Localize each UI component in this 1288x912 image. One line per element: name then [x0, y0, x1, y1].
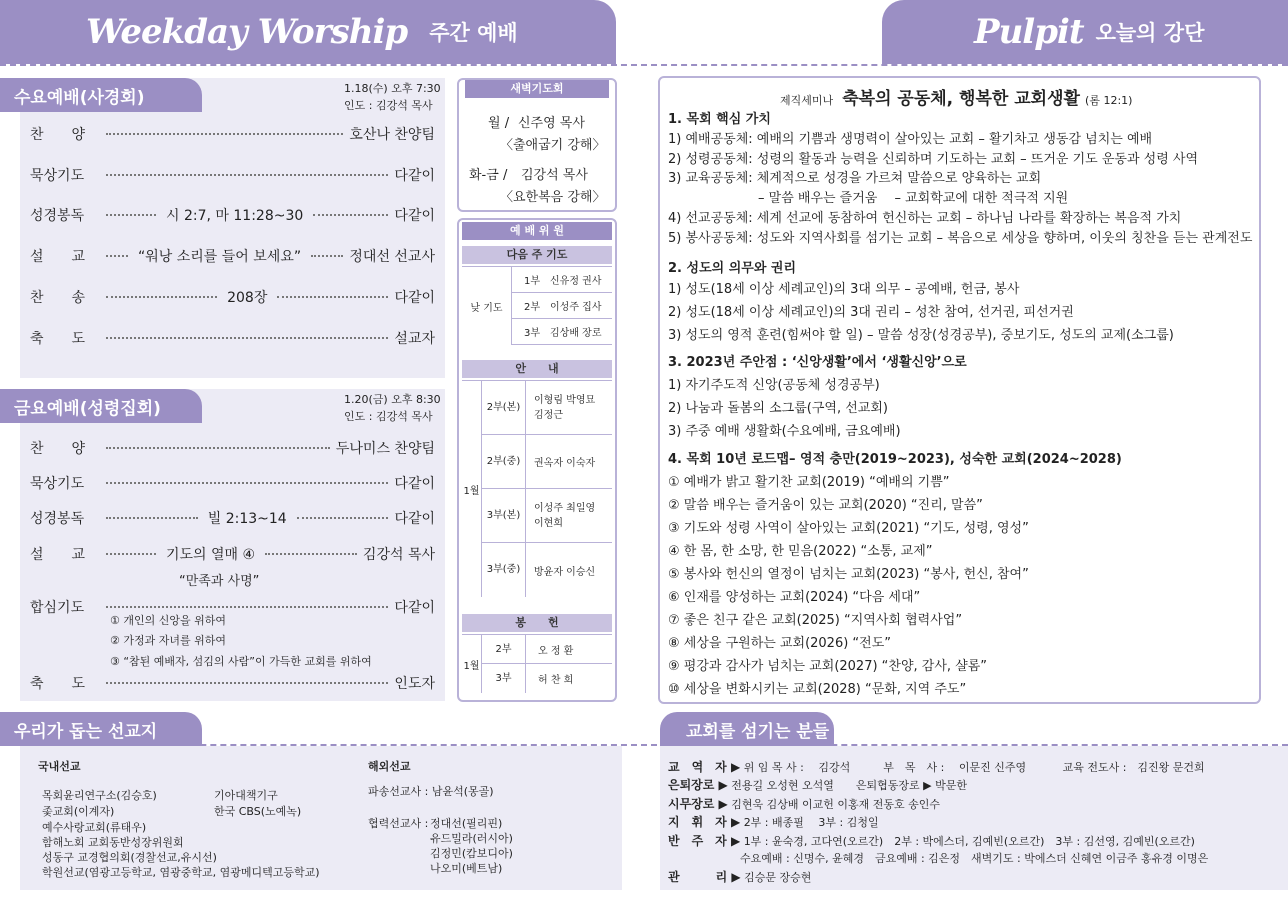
- order-row: [30, 671, 435, 695]
- dawn-tf-label: 화-금 /: [469, 168, 508, 183]
- section-item: 1) 예배공동체: 예배의 기쁨과 생명력이 살아있는 교회 – 활기차고 생동감 넘치는 예배: [668, 132, 1153, 147]
- leader-dots: [106, 682, 388, 684]
- order-row: [30, 122, 435, 146]
- order-row: [30, 244, 435, 268]
- order-label: 찬 송: [30, 290, 86, 306]
- person-name: 방윤자 이승신: [534, 566, 596, 578]
- section-item: ① 예배가 밝고 활기찬 교회(2019) “예배의 기쁨”: [668, 475, 950, 490]
- domestic-item: 성동구 교경협의회(경찰선교,유시선): [42, 851, 217, 864]
- order-label: 묵상기도: [30, 476, 85, 492]
- order-label: 묵상기도: [30, 168, 85, 184]
- order-row: [30, 326, 435, 350]
- leader-dots: [106, 553, 156, 555]
- offering-title: 봉 헌: [462, 614, 612, 632]
- weekday-worship-title: Weekday Worship: [86, 12, 408, 52]
- order-label: 설 교: [30, 249, 86, 265]
- staff-tab: 교회를 섬기는 분들: [660, 712, 834, 746]
- domestic-title: 국내선교: [38, 760, 81, 773]
- missions-tab: 우리가 돕는 선교지: [0, 712, 202, 746]
- section-item: ⑨ 평강과 감사가 넘치는 교회(2027) “찬양, 감사, 샬롬”: [668, 659, 988, 674]
- staff-names: 김승문 장승현: [744, 871, 812, 884]
- prayer-item: ③ “참된 예배자, 섬김의 사람”이 가득한 교회를 위하여: [110, 655, 372, 668]
- order-leader: 설교자: [394, 331, 435, 347]
- person-name: 이형림 박영묘: [534, 394, 596, 406]
- dawn-mon-book: 〈출애굽기 강해〉: [500, 138, 606, 153]
- order-detail: 208장: [227, 290, 268, 306]
- staff-names: 수요예배 : 신명수, 윤혜경 금요예배 : 김은정 새벽기도 : 박에스더 신혜연 이금주 홍유경 이명은: [740, 852, 1209, 865]
- coop-missionary: 나오미(베트남): [430, 862, 503, 875]
- table-row: [482, 381, 612, 435]
- table-row: [482, 489, 612, 543]
- part-label: 3부: [523, 328, 541, 339]
- coop-missionary: 정대선(필리핀): [430, 817, 503, 830]
- order-row: [30, 471, 435, 495]
- order-leader: 다같이: [394, 511, 436, 527]
- leader-dots: [106, 296, 217, 298]
- order-label: 설 교: [30, 547, 86, 563]
- pulpit-banner: [882, 0, 1288, 64]
- leader-dots: [106, 174, 388, 176]
- leader-dots: [313, 214, 388, 216]
- person-name: 김상배 장로: [550, 328, 602, 339]
- staff-role: 관 리 ▶: [668, 870, 741, 884]
- person-name: 김정근: [534, 409, 563, 421]
- domestic-item: 예수사랑교회(류태우): [42, 821, 147, 834]
- order-leader: 다같이: [394, 208, 435, 224]
- order-leader: 김강석 목사: [362, 547, 435, 563]
- order-label: 합심기도: [30, 600, 85, 616]
- order-leader: 다같이: [394, 290, 436, 306]
- part-label: 2부(중): [482, 435, 526, 489]
- leader-dots: [106, 255, 128, 257]
- domestic-item: 학원선교(염광고등학교, 염광중학교, 염광메디텍고등학교): [42, 866, 320, 879]
- staff-names: 2부 : 배종필 3부 : 김청일: [743, 816, 879, 829]
- person-name: 이현희: [534, 517, 563, 529]
- person-name: 권옥자 이숙자: [534, 458, 596, 469]
- order-detail: 시 2:7, 마 11:28~30: [166, 208, 304, 224]
- domestic-item: 좇교회(이계자): [42, 805, 115, 818]
- table-row: [482, 435, 612, 489]
- leader-dots: [265, 553, 357, 555]
- guide-title: 안 내: [462, 360, 612, 378]
- section-item: 1) 성도(18세 이상 세례교인)의 3대 의무 – 공예배, 헌금, 봉사: [668, 282, 1020, 297]
- sermon-reference: (롬 12:1): [1085, 94, 1133, 107]
- leader-dots: [106, 517, 198, 519]
- wednesday-tab: 수요예배(사경회): [0, 78, 202, 112]
- noon-prayer-label: 낮 기도: [462, 267, 512, 345]
- staff-row: [668, 795, 940, 812]
- staff-row: [668, 758, 1205, 775]
- order-row: [30, 203, 435, 227]
- leader-dots: [106, 606, 388, 608]
- section-item: ⑦ 좋은 친구 같은 교회(2025) “지역사회 협력사업”: [668, 613, 963, 628]
- section-item: 3) 주중 예배 생활화(수요예배, 금요예배): [668, 424, 901, 439]
- table-row: [482, 543, 612, 597]
- header-divider: [0, 64, 1288, 66]
- coop-label: 협력선교사 :: [368, 817, 429, 830]
- offering-month: 1월: [462, 635, 482, 693]
- order-leader: 호산나 찬양팀: [349, 127, 435, 143]
- next-week-prayer-title: 다음 주 기도: [462, 246, 612, 264]
- coop-missionary: 유드밀라(러시아): [430, 832, 513, 845]
- staff-names: 김현욱 김상배 이교헌 이홍재 전동호 송인수: [731, 798, 941, 811]
- pulpit-title: Pulpit: [974, 12, 1084, 52]
- section-heading: 4. 목회 10년 로드맵– 영적 충만(2019~2023), 성숙한 교회(2024~2028): [668, 452, 1122, 467]
- section-item: ⑤ 봉사와 헌신의 열정이 넘치는 교회(2023) “봉사, 헌신, 참여”: [668, 567, 1029, 582]
- friday-date: 1.20(금) 오후 8:30: [344, 393, 441, 406]
- domestic-item: 함해노회 교회동반성장위원회: [42, 836, 184, 849]
- order-label: 찬 양: [30, 127, 86, 143]
- wednesday-leader: 인도 : 김강석 목사: [344, 99, 433, 112]
- committee-title: 예 배 위 원: [462, 222, 612, 240]
- section-heading: 1. 목회 핵심 가치: [668, 112, 771, 127]
- staff-role: 시무장로 ▶: [668, 797, 728, 811]
- sermon-prefix: 제직세미나: [780, 94, 834, 107]
- offering-table: [462, 634, 612, 692]
- staff-row: [668, 776, 967, 793]
- order-row: [30, 436, 435, 460]
- leader-dots: [106, 337, 388, 339]
- section-item: 1) 자기주도적 신앙(공동체 성경공부): [668, 378, 880, 393]
- order-detail: 빌 2:13~14: [207, 511, 287, 527]
- order-row: [30, 595, 435, 619]
- section-heading: 3. 2023년 주안점 : ‘신앙생활’에서 ‘생활신앙’으로: [668, 355, 967, 370]
- order-detail: “워낭 소리를 들어 보세요”: [138, 249, 302, 265]
- section-item: – 말씀 배우는 즐거움 – 교회학교에 대한 적극적 지원: [758, 191, 1069, 206]
- order-leader: 두나미스 찬양팀: [335, 441, 435, 457]
- pulpit-korean: 오늘의 강단: [1095, 21, 1205, 45]
- section-heading: 2. 성도의 의무와 권리: [668, 261, 797, 276]
- dawn-mon-name: 신주영 목사: [518, 116, 585, 131]
- part-label: 2부: [523, 302, 541, 313]
- section-item: ⑧ 세상을 구원하는 교회(2026) “전도”: [668, 636, 892, 651]
- order-label: 성경봉독: [30, 208, 85, 224]
- staff-row: [740, 850, 1208, 866]
- prayer-item: ② 가정과 자녀를 위하여: [110, 634, 226, 647]
- staff-names: 1부 : 윤숙경, 고다연(오르간) 2부 : 박에스더, 김예빈(오르간) 3부 : 김선영, 김예빈(오르간): [743, 835, 1195, 848]
- domestic-item: 한국 CBS(노예녹): [214, 805, 302, 818]
- person-name: 이성주 집사: [550, 302, 602, 313]
- leader-dots: [297, 517, 389, 519]
- section-item: ② 말씀 배우는 즐거움이 있는 교회(2020) “진리, 말씀”: [668, 498, 983, 513]
- leader-dots: [106, 214, 156, 216]
- weekday-worship-banner: [0, 0, 616, 64]
- part-label: 3부(중): [482, 543, 526, 597]
- person-names: [534, 501, 595, 531]
- section-item: ④ 한 몸, 한 소망, 한 믿음(2022) “소통, 교제”: [668, 544, 933, 559]
- part-label: 3부(본): [482, 489, 526, 543]
- prayer-item: ① 개인의 신앙을 위하여: [110, 614, 226, 627]
- section-item: 2) 성도(18세 이상 세례교인)의 3대 권리 – 성찬 참여, 선거권, 피선거권: [668, 305, 1074, 320]
- table-row: [512, 293, 612, 319]
- dawn-mon-label: 월 /: [488, 116, 510, 131]
- table-row: [482, 664, 612, 693]
- coop-missionary: 김정민(캄보디아): [430, 847, 513, 860]
- table-row: [512, 267, 612, 293]
- person-name: 허 찬 희: [538, 675, 574, 686]
- table-row: [512, 319, 612, 345]
- friday-leader: 인도 : 김강석 목사: [344, 410, 433, 423]
- dawn-tf-book: 〈요한복음 강해〉: [500, 190, 606, 205]
- staff-row: [668, 832, 1195, 849]
- order-leader: 다같이: [394, 476, 435, 492]
- staff-role: 반 주 자 ▶: [668, 834, 741, 848]
- order-label: 성경봉독: [30, 511, 85, 527]
- section-item: ⑩ 세상을 변화시키는 교회(2028) “문화, 지역 주도”: [668, 682, 967, 697]
- guide-table: [462, 380, 612, 596]
- order-row: [30, 163, 435, 187]
- section-item: 3) 성도의 영적 훈련(힘써야 할 일) – 말씀 성장(성경공부), 중보기도, 성도의 교제(소그룹): [668, 328, 1174, 343]
- part-label: 2부(본): [482, 381, 526, 435]
- person-name: 신유정 권사: [550, 276, 602, 287]
- leader-dots: [106, 482, 388, 484]
- sermon-title: 축복의 공동체, 행복한 교회생활: [842, 89, 1080, 109]
- part-label: 3부: [482, 664, 526, 693]
- order-row: [30, 285, 435, 309]
- dispatch-missionary: 파송선교사 : 남윤석(몽골): [368, 785, 494, 798]
- domestic-item: 목회윤리연구소(김승호): [42, 789, 157, 802]
- order-label: 찬 양: [30, 441, 86, 457]
- domestic-item: 기아대책기구: [214, 789, 278, 802]
- leader-dots: [277, 296, 388, 298]
- wednesday-date: 1.18(수) 오후 7:30: [344, 82, 441, 95]
- order-leader: 인도자: [394, 676, 435, 692]
- staff-names: 위 임 목 사 : 김강석 부 목 사 : 이문진 신주영 교육 전도사 : 김진왕 문건희: [743, 761, 1205, 774]
- section-item: 3) 교육공동체: 체계적으로 성경을 가르쳐 말씀으로 양육하는 교회: [668, 171, 1042, 186]
- section-item: 2) 나눔과 돌봄의 소그룹(구역, 선교회): [668, 401, 888, 416]
- order-detail: 기도의 열매 ④: [166, 547, 256, 563]
- section-item: 4) 선교공동체: 세계 선교에 동참하여 헌신하는 교회 – 하나님 나라를 확장하는 복음적 가치: [668, 211, 1182, 226]
- order-leader: 정대선 선교사: [349, 249, 435, 265]
- table-row: [482, 635, 612, 664]
- sermon-heading: [780, 84, 1132, 109]
- person-name: 오 정 환: [538, 645, 574, 657]
- staff-role: 은퇴장로 ▶: [668, 778, 728, 792]
- weekday-worship-korean: 주간 예배: [429, 21, 518, 45]
- dawn-tf-name: 김강석 목사: [521, 168, 588, 183]
- order-leader: 다같이: [394, 600, 435, 616]
- staff-role: 교 역 자 ▶: [668, 760, 741, 774]
- guide-month: 1월: [462, 381, 482, 597]
- person-names: [534, 393, 595, 423]
- person-name: 이성주 최일영: [534, 502, 596, 514]
- leader-dots: [311, 255, 343, 257]
- overseas-title: 해외선교: [368, 760, 411, 773]
- order-leader: 다같이: [394, 168, 435, 184]
- staff-names: 전용길 오성현 오석열 은퇴협동장로 ▶ 박문한: [731, 779, 967, 792]
- part-label: 1부: [523, 276, 541, 287]
- section-item: ⑥ 인재를 양성하는 교회(2024) “다음 세대”: [668, 590, 921, 605]
- friday-tab: 금요예배(성령집회): [0, 389, 202, 423]
- sermon-subtitle: “만족과 사명”: [179, 574, 260, 589]
- leader-dots: [106, 133, 343, 135]
- order-row: [30, 506, 435, 530]
- staff-role: 지 휘 자 ▶: [668, 815, 741, 829]
- order-label: 축 도: [30, 331, 86, 347]
- staff-row: [668, 868, 811, 885]
- section-item: 2) 성령공동체: 성령의 활동과 능력을 신뢰하며 기도하는 교회 – 뜨거운 기도 운동과 성령 사역: [668, 152, 1199, 167]
- section-item: 5) 봉사공동체: 성도와 지역사회를 섬기는 교회 – 복음으로 세상을 향하며, 이웃의 칭찬을 듣는 관계전도: [668, 231, 1253, 246]
- dawn-prayer-title: 새벽기도회: [465, 80, 609, 98]
- staff-row: [668, 813, 879, 830]
- noon-prayer-table: [462, 266, 612, 344]
- order-label: 축 도: [30, 676, 86, 692]
- order-row: [30, 542, 435, 566]
- leader-dots: [106, 447, 330, 449]
- part-label: 2부: [482, 635, 526, 664]
- section-item: ③ 기도와 성령 사역이 살아있는 교회(2021) “기도, 성령, 영성”: [668, 521, 1029, 536]
